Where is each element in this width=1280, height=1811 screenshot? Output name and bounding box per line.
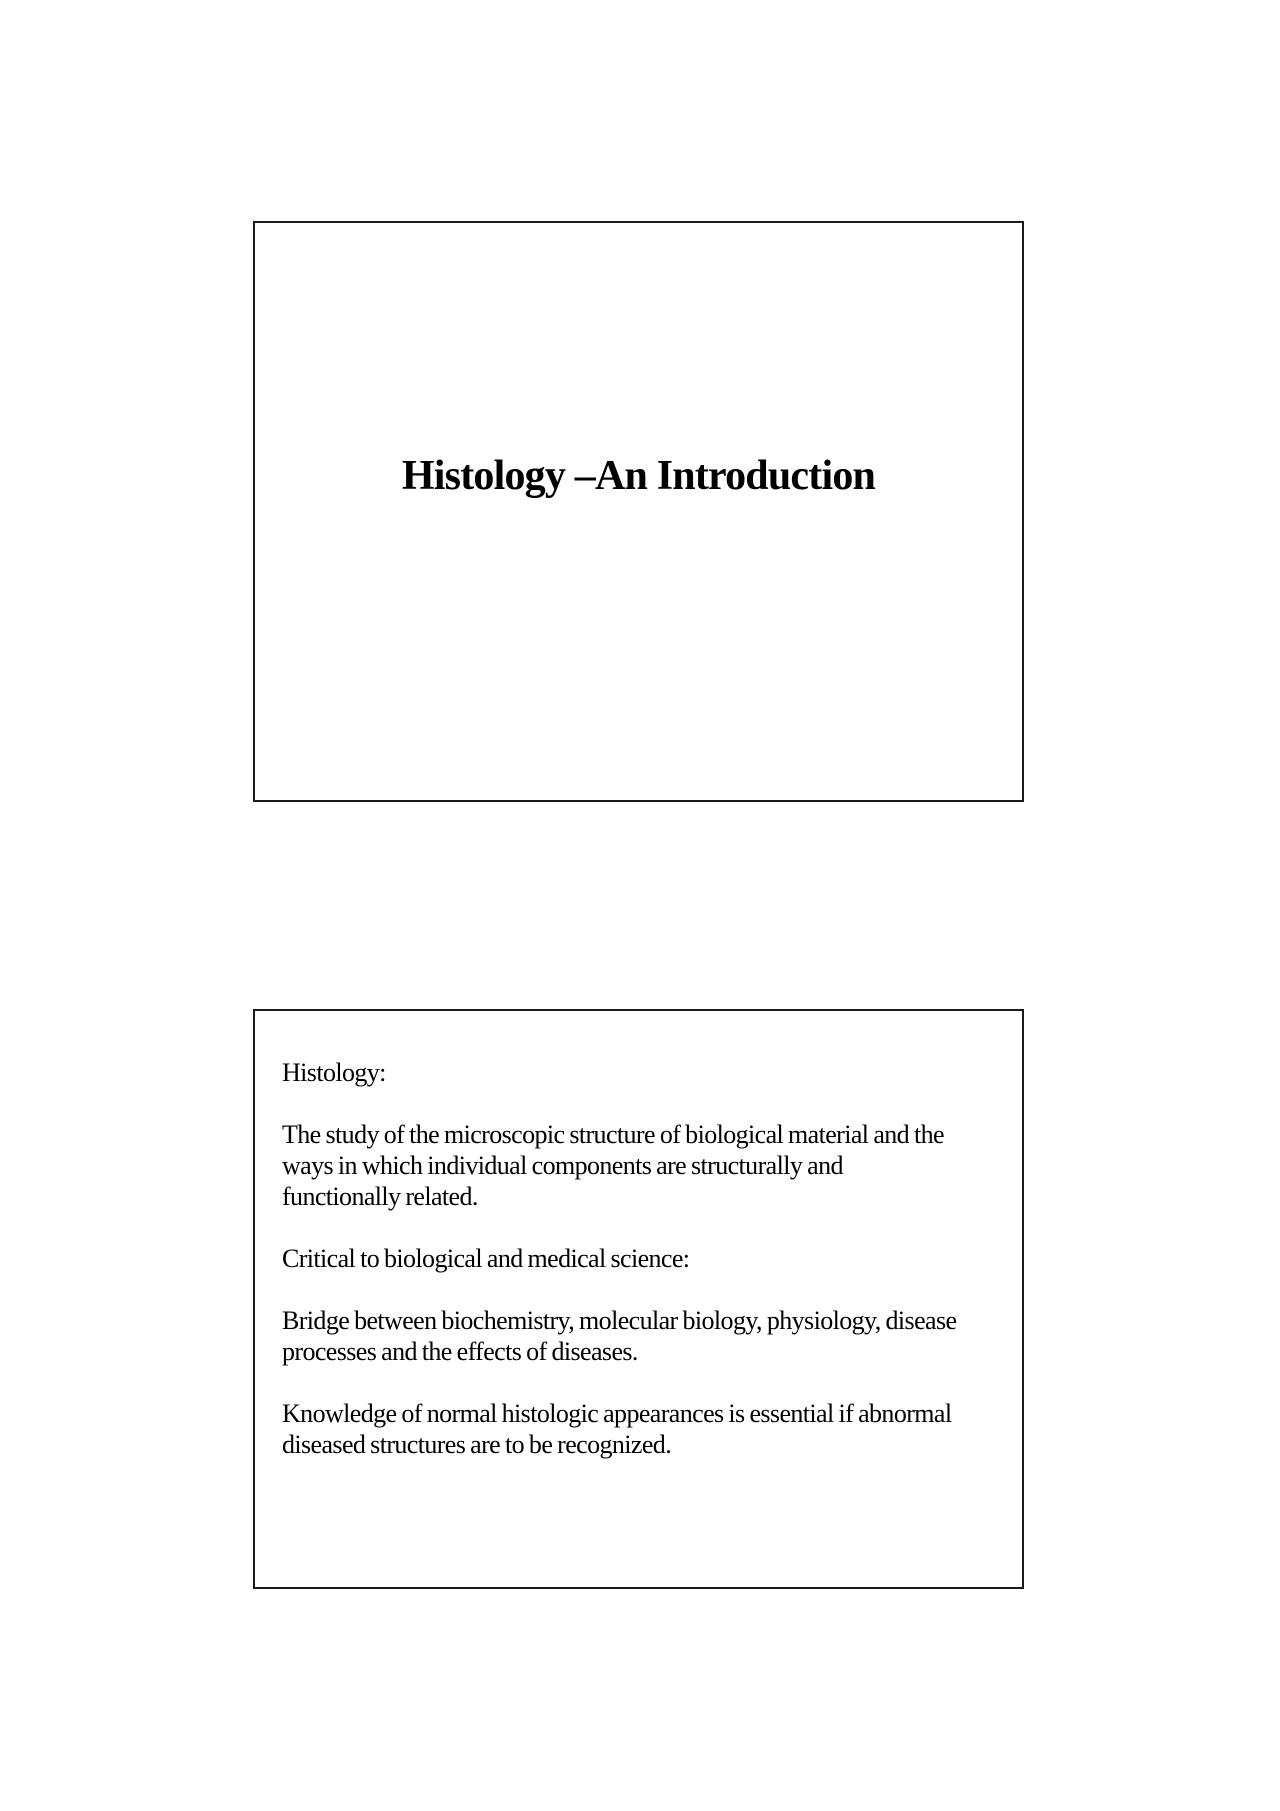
paragraph-bridge <box>282 1305 956 1367</box>
text-line: ways in which individual components are structurally and <box>282 1151 843 1180</box>
text-line: functionally related. <box>282 1182 478 1211</box>
text-line: Critical to biological and medical science: <box>282 1244 690 1273</box>
text-line: The study of the microscopic structure of biological material and the <box>282 1120 944 1149</box>
paragraph-heading <box>282 1057 956 1088</box>
slide-body <box>282 1057 956 1491</box>
slide-content-frame <box>253 1009 1024 1589</box>
text-line: Histology: <box>282 1058 386 1087</box>
paragraph-critical <box>282 1243 956 1274</box>
paragraph-definition <box>282 1119 956 1212</box>
text-line: Bridge between biochemistry, molecular biology, physiology, disease <box>282 1306 957 1335</box>
text-line: processes and the effects of diseases. <box>282 1337 638 1366</box>
slide-title: Histology –An Introduction <box>401 453 876 499</box>
text-line: diseased structures are to be recognized. <box>282 1430 672 1459</box>
slide-title-frame <box>253 221 1024 802</box>
paragraph-knowledge <box>282 1398 956 1460</box>
text-line: Knowledge of normal histologic appearances is essential if abnormal <box>282 1399 952 1428</box>
